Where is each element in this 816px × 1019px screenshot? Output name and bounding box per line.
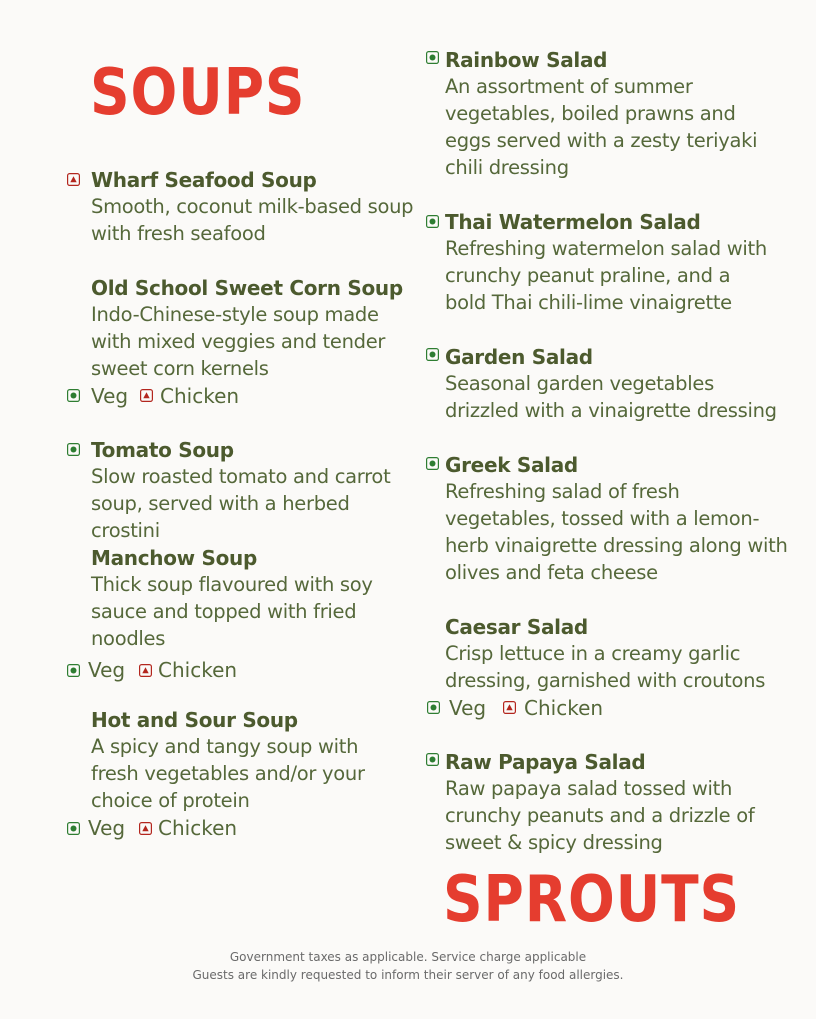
item-desc-thai-watermelon-salad: Refreshing watermelon salad with crunchy peanut praline, and a bold Thai chili-lime vinaigrette [445,237,767,314]
item-title-wharf-seafood-soup: Wharf Seafood Soup [91,168,317,192]
item-title-caesar-salad: Caesar Salad [445,615,588,639]
sprouts-heading: SPROUTS [443,863,741,937]
item-title-tomato-soup: Tomato Soup [91,438,234,462]
soups-heading: SOUPS [90,56,306,130]
item-desc-caesar-salad: Crisp lettuce in a creamy garlic dressing, garnished with croutons [445,642,766,692]
non-veg-icon [140,389,153,402]
item-desc-greek-salad: Refreshing salad of fresh vegetables, tossed with a lemon-herb vinaigrette dressing along with olives and feta cheese [445,480,788,584]
non-veg-icon [67,173,80,186]
veg-icon [67,443,80,456]
option-chicken-label: Chicken [160,384,240,408]
option-row-hot-and-sour-soup [0,816,300,840]
item-desc-wharf-seafood-soup: Smooth, coconut milk-based soup with fresh seafood [91,195,414,245]
veg-icon [67,664,80,677]
item-desc-rainbow-salad: An assortment of summer vegetables, boiled prawns and eggs served with a zesty teriyaki chili dressing [445,75,758,179]
item-desc-manchow-soup: Thick soup flavoured with soy sauce and topped with fried noodles [91,573,373,650]
item-title-sweet-corn-soup: Old School Sweet Corn Soup [91,276,403,300]
item-title-raw-papaya-salad: Raw Papaya Salad [445,750,646,774]
option-veg-label: Veg [88,658,126,682]
item-title-greek-salad: Greek Salad [445,453,578,477]
item-desc-hot-and-sour-soup: A spicy and tangy soup with fresh vegetables and/or your choice of protein [91,735,365,812]
option-row-manchow-soup [0,658,300,682]
veg-icon [426,348,439,361]
item-desc-garden-salad: Seasonal garden vegetables drizzled with a vinaigrette dressing [445,372,777,422]
option-chicken-label: Chicken [158,658,238,682]
item-title-thai-watermelon-salad: Thai Watermelon Salad [445,210,701,234]
item-desc-raw-papaya-salad: Raw papaya salad tossed with crunchy peanuts and a drizzle of sweet & spicy dressing [445,777,755,854]
non-veg-icon [139,664,152,677]
item-title-hot-and-sour-soup: Hot and Sour Soup [91,708,298,732]
footer-allergy-note: Guests are kindly requested to inform their server of any food allergies. [192,968,624,982]
option-chicken-label: Chicken [158,816,238,840]
veg-icon [426,51,439,64]
option-row-caesar-salad [0,696,650,720]
option-row-sweet-corn-soup [0,384,300,408]
option-veg-label: Veg [449,696,487,720]
veg-icon [426,753,439,766]
item-desc-tomato-soup: Slow roasted tomato and carrot soup, served with a herbed crostini [91,465,391,542]
veg-icon [426,215,439,228]
veg-icon [426,457,439,470]
veg-icon [427,701,440,714]
non-veg-icon [139,822,152,835]
item-title-manchow-soup: Manchow Soup [91,546,258,570]
option-chicken-label: Chicken [524,696,604,720]
veg-icon [67,389,80,402]
item-desc-sweet-corn-soup: Indo-Chinese-style soup made with mixed veggies and tender sweet corn kernels [91,303,386,380]
option-veg-label: Veg [91,384,129,408]
option-veg-label: Veg [88,816,126,840]
item-title-rainbow-salad: Rainbow Salad [445,48,608,72]
non-veg-icon [503,701,516,714]
footer-taxes-note: Government taxes as applicable. Service charge applicable [229,950,587,964]
veg-icon [67,822,80,835]
item-title-garden-salad: Garden Salad [445,345,593,369]
